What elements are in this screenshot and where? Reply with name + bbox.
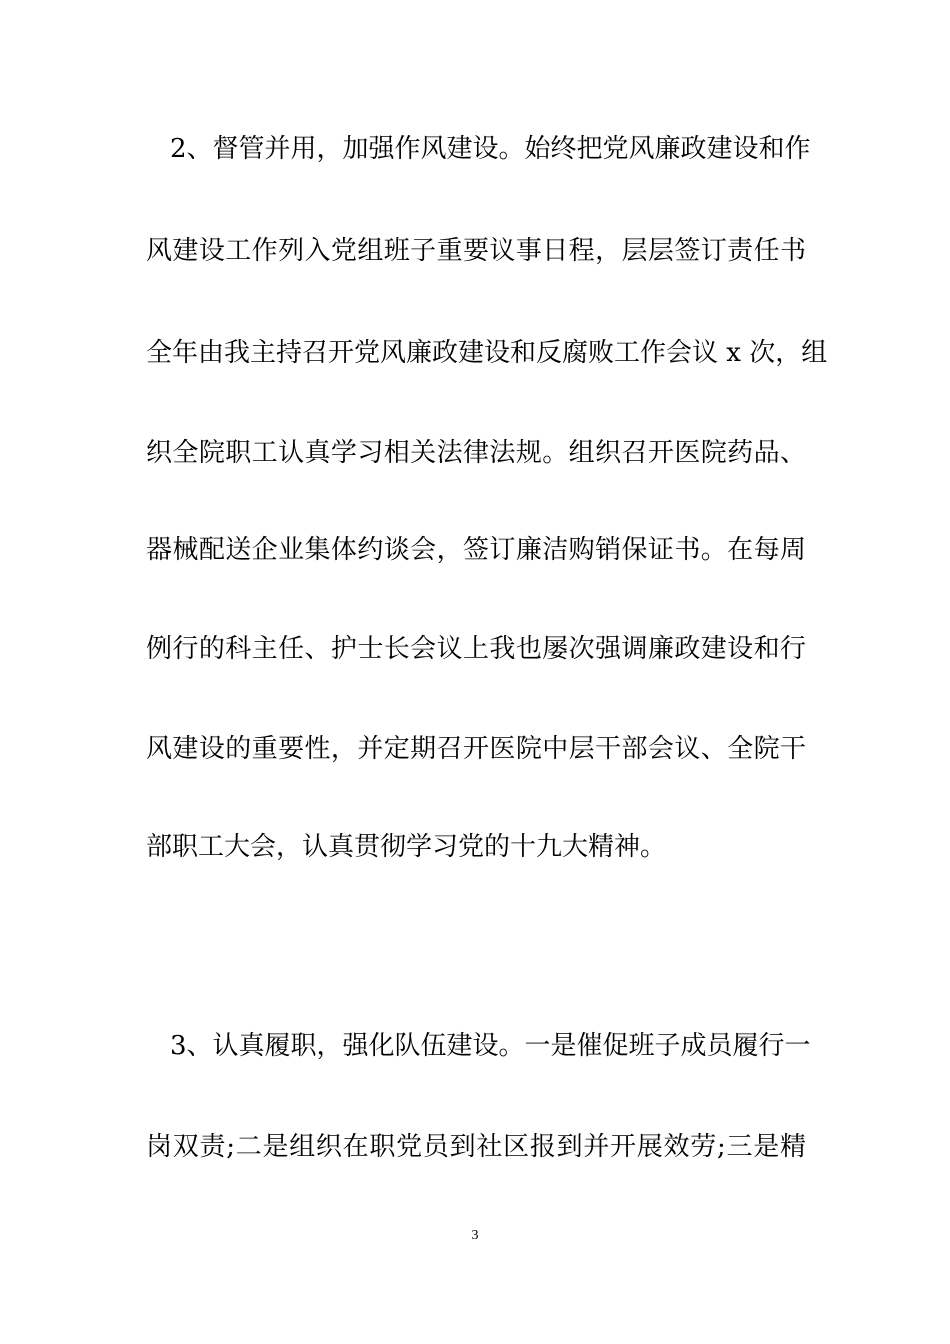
paragraph-line: 例行的科主任、护士长会议上我也屡次强调廉政建设和行 <box>146 634 806 664</box>
paragraph-line: 全年由我主持召开党风廉政建设和反腐败工作会议 x 次，组 <box>146 338 828 368</box>
paragraph-line: 织全院职工认真学习相关法律法规。组织召开医院药品、 <box>146 438 806 468</box>
paragraph-line: 岗双责;二是组织在职党员到社区报到并开展效劳;三是精 <box>146 1132 806 1162</box>
page-number: 3 <box>471 1228 479 1243</box>
paragraph-line: 部职工大会，认真贯彻学习党的十九大精神。 <box>146 832 667 862</box>
paragraph-line: 3、认真履职，强化队伍建设。一是催促班子成员履行一 <box>170 1031 811 1061</box>
paragraph-line: 风建设的重要性，并定期召开医院中层干部会议、全院干 <box>146 734 806 764</box>
paragraph-line: 2、督管并用，加强作风建设。始终把党风廉政建设和作 <box>170 134 811 164</box>
paragraph-line: 风建设工作列入党组班子重要议事日程，层层签订责任书 <box>146 236 806 266</box>
paragraph-line: 器械配送企业集体约谈会，签订廉洁购销保证书。在每周 <box>146 535 806 565</box>
